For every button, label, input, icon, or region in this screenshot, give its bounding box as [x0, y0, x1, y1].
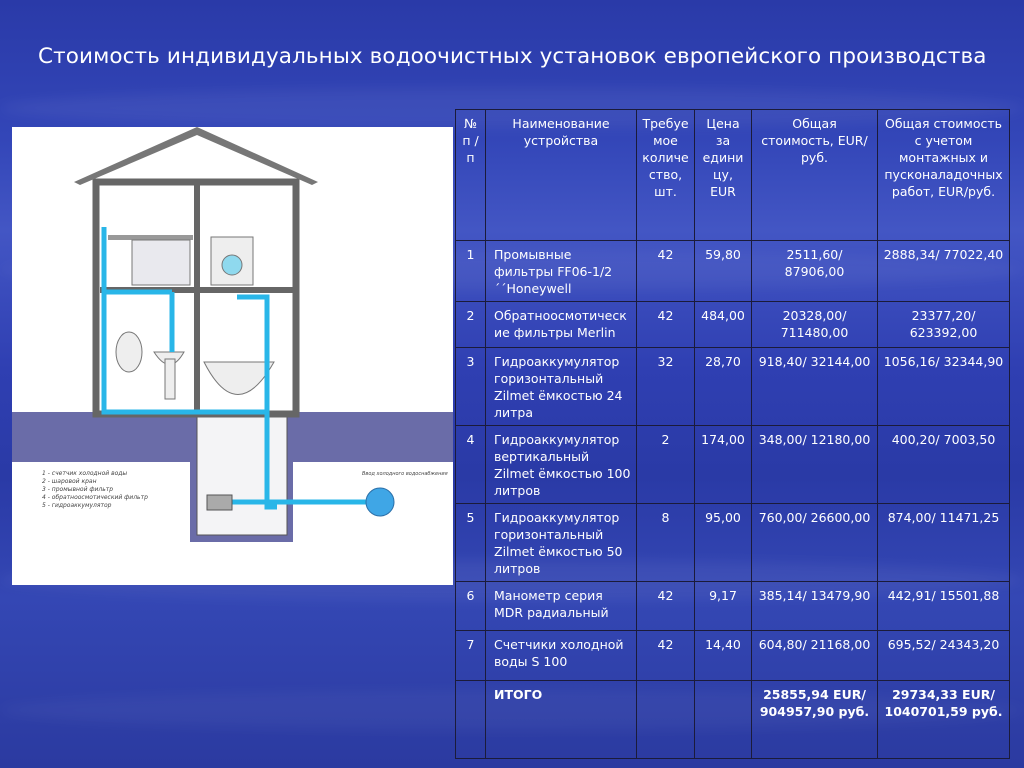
cost-table: [455, 109, 1010, 759]
row-total: 760,00/ 26600,00: [752, 504, 878, 582]
total-price: [695, 681, 752, 759]
row-price: 95,00: [695, 504, 752, 582]
row-name: Промывные фильтры FF06-1/2´´Honeywell: [486, 241, 637, 302]
table-row: [456, 348, 1010, 426]
row-total-install: 874,00/ 11471,25: [878, 504, 1010, 582]
row-qty: 42: [637, 631, 695, 681]
row-total-install: 2888,34/ 77022,40: [878, 241, 1010, 302]
house-plumbing-diagram: [12, 127, 453, 585]
row-total-install: 23377,20/ 623392,00: [878, 302, 1010, 348]
diagram-legend-2: 2 - шаровой кран: [42, 478, 97, 485]
row-price: 59,80: [695, 241, 752, 302]
table-row: [456, 504, 1010, 582]
diagram-legend-4: 4 - обратноосмотический фильтр: [42, 494, 148, 501]
diagram-legend-1: 1 - счетчик холодной воды: [42, 470, 128, 477]
row-num: 6: [456, 582, 486, 631]
table-row: [456, 241, 1010, 302]
header-num: № п / п: [456, 110, 486, 241]
row-price: 484,00: [695, 302, 752, 348]
row-price: 9,17: [695, 582, 752, 631]
row-total: 385,14/ 13479,90: [752, 582, 878, 631]
table-total-row: [456, 681, 1010, 759]
row-qty: 42: [637, 241, 695, 302]
row-total-install: 442,91/ 15501,88: [878, 582, 1010, 631]
row-total-install: 1056,16/ 32344,90: [878, 348, 1010, 426]
row-qty: 2: [637, 426, 695, 504]
header-total: Общая стоимость, EUR/руб.: [752, 110, 878, 241]
row-total-install: 400,20/ 7003,50: [878, 426, 1010, 504]
row-qty: 42: [637, 582, 695, 631]
row-name: Манометр серия MDR радиальный: [486, 582, 637, 631]
row-num: 2: [456, 302, 486, 348]
row-name: Гидроаккумулятор горизонтальный Zilmet ёмкостью 24 литра: [486, 348, 637, 426]
table-row: [456, 582, 1010, 631]
table-header-row: [456, 110, 1010, 241]
row-total: 918,40/ 32144,00: [752, 348, 878, 426]
diagram-legend-3: 3 - промывной фильтр: [42, 486, 114, 493]
row-total: 604,80/ 21168,00: [752, 631, 878, 681]
header-price: Цена за единицу, EUR: [695, 110, 752, 241]
row-name: Гидроаккумулятор горизонтальный Zilmet ёмкостью 50 литров: [486, 504, 637, 582]
total-label: ИТОГО: [486, 681, 637, 759]
row-total: 2511,60/ 87906,00: [752, 241, 878, 302]
row-num: 1: [456, 241, 486, 302]
total-sum-install: 29734,33 EUR/ 1040701,59 руб.: [878, 681, 1010, 759]
row-name: Обратноосмотические фильтры Merlin: [486, 302, 637, 348]
row-num: 5: [456, 504, 486, 582]
row-name: Гидроаккумулятор вертикальный Zilmet ёмкостью 100 литров: [486, 426, 637, 504]
table-row: [456, 426, 1010, 504]
row-total: 348,00/ 12180,00: [752, 426, 878, 504]
diagram-note: Ввод холодного водоснабжения: [362, 471, 448, 477]
header-name: Наименование устройства: [486, 110, 637, 241]
row-total-install: 695,52/ 24343,20: [878, 631, 1010, 681]
total-qty: [637, 681, 695, 759]
table-row: [456, 631, 1010, 681]
row-price: 14,40: [695, 631, 752, 681]
slide-title: Стоимость индивидуальных водоочистных установок европейского производства: [38, 44, 987, 69]
row-qty: 32: [637, 348, 695, 426]
total-num: [456, 681, 486, 759]
row-qty: 8: [637, 504, 695, 582]
row-num: 3: [456, 348, 486, 426]
table-row: [456, 302, 1010, 348]
total-sum: 25855,94 EUR/ 904957,90 руб.: [752, 681, 878, 759]
row-price: 28,70: [695, 348, 752, 426]
row-num: 7: [456, 631, 486, 681]
header-total-install: Общая стоимость с учетом монтажных и пусконаладочных работ, EUR/руб.: [878, 110, 1010, 241]
diagram-legend-5: 5 - гидроаккумулятор: [42, 502, 112, 509]
row-qty: 42: [637, 302, 695, 348]
row-total: 20328,00/ 711480,00: [752, 302, 878, 348]
header-qty: Требуемое количество, шт.: [637, 110, 695, 241]
row-price: 174,00: [695, 426, 752, 504]
row-num: 4: [456, 426, 486, 504]
row-name: Счетчики холодной воды S 100: [486, 631, 637, 681]
